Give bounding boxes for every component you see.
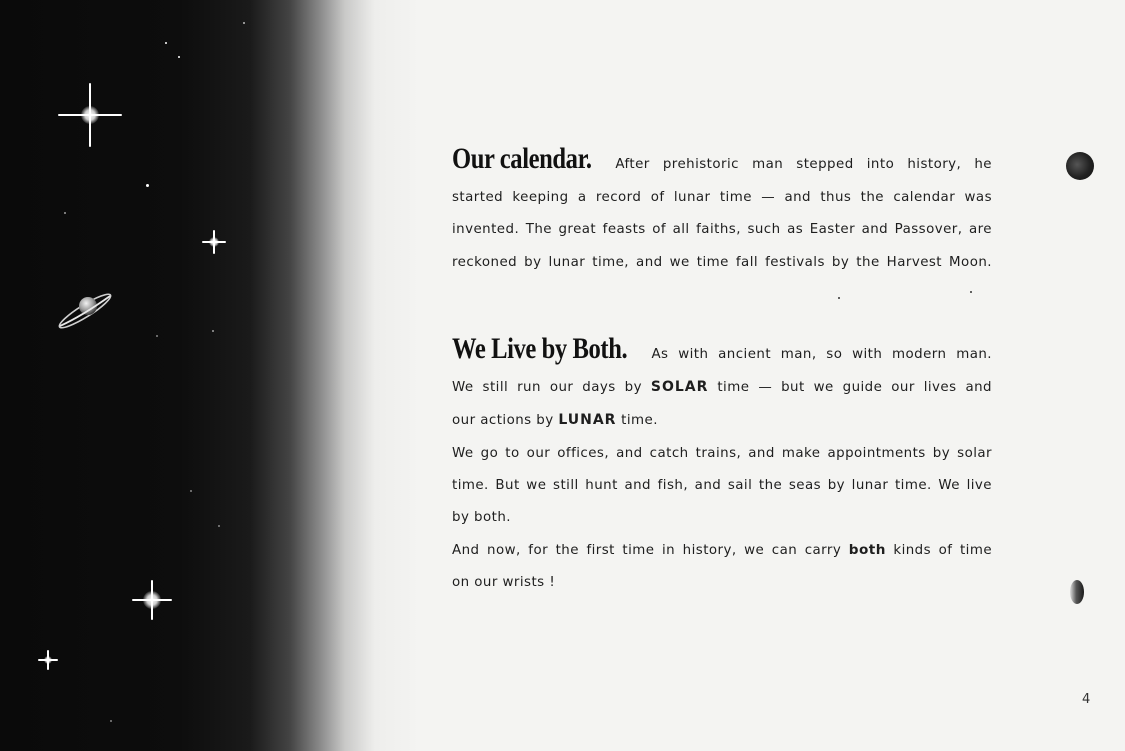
space-illustration	[0, 0, 420, 751]
paragraph-line	[452, 534, 992, 567]
text-line: by both.	[452, 510, 511, 526]
moon-phase-icon	[1070, 580, 1084, 604]
star-icon	[110, 720, 112, 722]
text-line: on our wrists !	[452, 575, 556, 591]
section-heading: Our calendar.	[452, 142, 592, 175]
text-span: our actions by	[452, 413, 559, 429]
text-line: time. But we still hunt and fish, and sail the seas by lunar time. We live	[452, 477, 992, 493]
star-icon	[156, 335, 158, 337]
text-span: time.	[616, 413, 658, 429]
star-icon	[190, 490, 192, 492]
paragraph-line	[452, 404, 992, 437]
star-icon	[178, 56, 180, 58]
star-icon	[212, 330, 214, 332]
star-icon	[64, 212, 66, 214]
paragraph-line	[452, 333, 992, 371]
moon-phase-icon	[1066, 152, 1094, 180]
ringed-planet-icon	[52, 286, 118, 336]
text-line: We go to our offices, and catch trains, and make appointments by solar	[452, 445, 992, 461]
star-icon	[243, 22, 245, 24]
text-line: started keeping a record of lunar time — and thus the calendar was	[452, 189, 992, 205]
solar-emphasis: SOLAR	[650, 379, 709, 396]
star-icon	[218, 525, 220, 527]
section-heading: We Live by Both.	[452, 332, 628, 365]
text-span: kinds of time	[885, 543, 993, 559]
speck	[838, 297, 840, 299]
text-line: reckoned by lunar time, and we time fall festivals by the Harvest Moon.	[452, 254, 992, 270]
text-line: As with ancient man, so with modern man.	[651, 347, 992, 362]
text-line: invented. The great feasts of all faiths, such as Easter and Passover, are	[452, 222, 992, 237]
lunar-emphasis: LUNAR	[558, 412, 617, 429]
section-we-live-by-both	[452, 333, 992, 600]
star-icon	[165, 42, 167, 44]
text-span: And now, for the first time in history, we can carry	[452, 543, 849, 559]
text-span: time — but we guide our lives and	[708, 380, 992, 396]
paragraph-line	[452, 371, 992, 404]
text-line: After prehistoric man stepped into history, he	[615, 157, 992, 172]
speck	[970, 291, 972, 293]
page-number: 4	[1082, 692, 1091, 707]
star-icon	[146, 184, 149, 187]
section-our-calendar	[452, 143, 992, 279]
text-span: We still run our days by	[452, 380, 651, 396]
paragraph-line	[452, 143, 992, 182]
both-emphasis: both	[848, 542, 886, 559]
